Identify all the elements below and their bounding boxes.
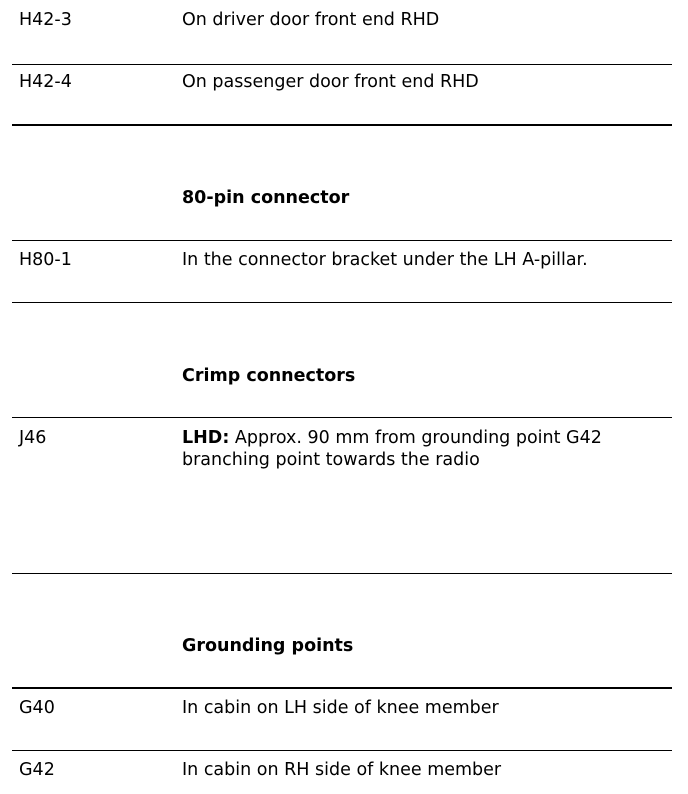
row-description-line-2: branching point towards the radio — [182, 450, 480, 470]
section-heading: Grounding points — [182, 636, 354, 656]
row-divider — [12, 240, 672, 241]
section-heading: Crimp connectors — [182, 366, 356, 386]
row-description-text: Approx. 90 mm from grounding point G42 — [229, 428, 602, 448]
row-id: H42-4 — [19, 72, 72, 92]
row-divider — [12, 417, 672, 418]
row-id: J46 — [19, 428, 47, 448]
row-description-line-1 — [182, 427, 602, 449]
row-description: On driver door front end RHD — [182, 10, 440, 30]
row-description: In the connector bracket under the LH A-pillar. — [182, 250, 588, 270]
row-description: In cabin on RH side of knee member — [182, 760, 502, 780]
row-description: In cabin on LH side of knee member — [182, 698, 499, 718]
row-id: H80-1 — [19, 250, 72, 270]
row-divider — [12, 302, 672, 303]
section-divider — [12, 124, 672, 126]
row-id: G42 — [19, 760, 55, 780]
hand-drive-label: LHD: — [182, 428, 230, 448]
section-divider — [12, 687, 672, 689]
row-id: G40 — [19, 698, 55, 718]
row-divider — [12, 64, 672, 65]
row-divider — [12, 750, 672, 751]
section-heading: 80-pin connector — [182, 188, 350, 208]
row-divider — [12, 573, 672, 574]
row-description: On passenger door front end RHD — [182, 72, 479, 92]
row-id: H42-3 — [19, 10, 72, 30]
